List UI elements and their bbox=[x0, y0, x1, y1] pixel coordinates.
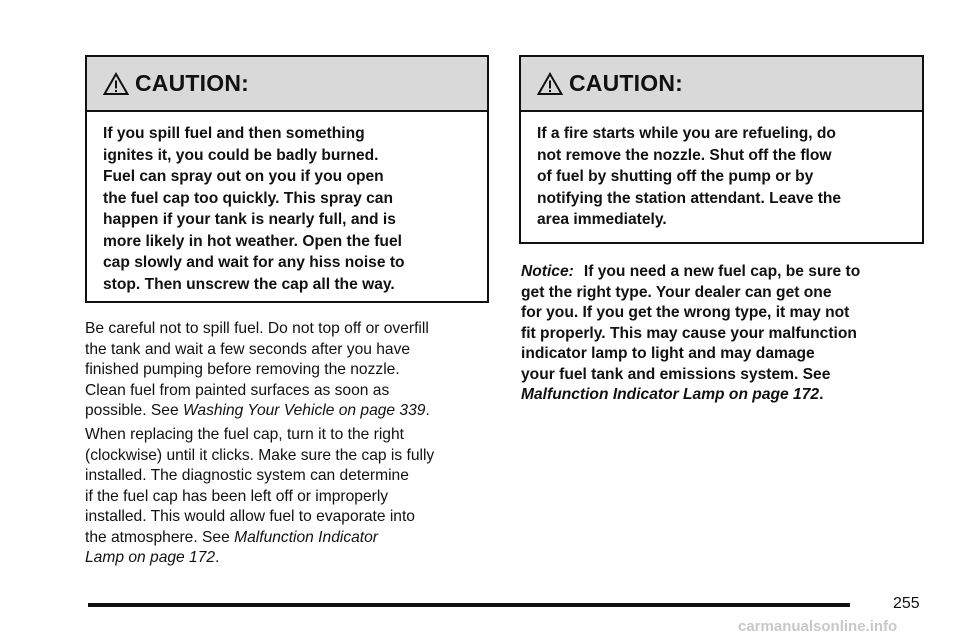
text-line: installed. This would allow fuel to evaporate into bbox=[85, 508, 415, 525]
warning-triangle-icon bbox=[537, 72, 563, 96]
caution-line: cap slowly and wait for any hiss noise to bbox=[103, 254, 405, 271]
caution-text bbox=[521, 112, 922, 231]
caution-line: more likely in hot weather. Open the fuel bbox=[103, 232, 402, 250]
text-line: the tank and wait a few seconds after you have bbox=[85, 340, 411, 358]
caution-header bbox=[521, 57, 922, 112]
caution-text bbox=[87, 112, 487, 295]
text-span: . bbox=[819, 386, 824, 403]
text-span: If you need a new fuel cap, be sure to bbox=[583, 263, 861, 280]
text-span: possible. See bbox=[85, 402, 183, 419]
text-span: . bbox=[215, 549, 220, 566]
text-line bbox=[521, 385, 931, 406]
caution-title: CAUTION: bbox=[135, 70, 250, 96]
text-line bbox=[85, 401, 495, 422]
watermark: carmanualsonline.info bbox=[738, 618, 898, 635]
notice-paragraph bbox=[521, 262, 931, 406]
page-number: 255 bbox=[893, 595, 920, 612]
page-reference-link[interactable]: Washing Your Vehicle on page 339 bbox=[182, 402, 426, 419]
text-span: . bbox=[425, 402, 430, 419]
caution-line: Fuel can spray out on you if you open bbox=[103, 168, 384, 185]
page-reference-link[interactable]: Malfunction Indicator Lamp on page 172 bbox=[521, 386, 820, 403]
caution-title: CAUTION: bbox=[569, 70, 684, 96]
text-line: your fuel tank and emissions system. See bbox=[521, 365, 831, 383]
caution-line: happen if your tank is nearly full, and is bbox=[103, 211, 396, 228]
caution-line: If a fire starts while you are refueling, do bbox=[537, 125, 836, 142]
caution-box-right bbox=[519, 55, 924, 244]
warning-triangle-icon bbox=[103, 72, 129, 96]
text-line: get the right type. Your dealer can get one bbox=[521, 283, 832, 301]
page-reference-link[interactable]: Malfunction Indicator bbox=[234, 528, 378, 546]
caution-line: notifying the station attendant. Leave the bbox=[537, 189, 842, 207]
caution-line: If you spill fuel and then something bbox=[103, 125, 365, 142]
text-line bbox=[521, 262, 931, 283]
text-line: When replacing the fuel cap, turn it to the right bbox=[85, 426, 404, 443]
text-line: fit properly. This may cause your malfunction bbox=[521, 324, 857, 342]
text-line: Clean fuel from painted surfaces as soon as bbox=[85, 381, 390, 399]
footer-rule bbox=[88, 603, 850, 607]
caution-line: stop. Then unscrew the cap all the way. bbox=[103, 275, 395, 293]
caution-line: the fuel cap too quickly. This spray can bbox=[103, 189, 393, 207]
caution-line: area immediately. bbox=[537, 211, 667, 228]
text-line: indicator lamp to light and may damage bbox=[521, 345, 815, 362]
text-line: if the fuel cap has been left off or improperly bbox=[85, 487, 389, 505]
caution-line: of fuel by shutting off the pump or by bbox=[537, 168, 814, 185]
paragraph-spill-fuel bbox=[85, 319, 495, 422]
caution-line: ignites it, you could be badly burned. bbox=[103, 146, 379, 164]
paragraph-fuel-cap bbox=[85, 425, 495, 569]
page-reference-link[interactable]: Lamp on page 172 bbox=[85, 549, 216, 566]
caution-box-left bbox=[85, 55, 489, 303]
text-line bbox=[85, 528, 495, 549]
text-line: finished pumping before removing the nozzle. bbox=[85, 361, 400, 378]
text-line bbox=[85, 548, 495, 569]
text-line: installed. The diagnostic system can determine bbox=[85, 467, 409, 484]
notice-label: Notice: bbox=[521, 263, 574, 280]
caution-line: not remove the nozzle. Shut off the flow bbox=[537, 146, 832, 164]
text-line: (clockwise) until it clicks. Make sure the cap is fully bbox=[85, 446, 435, 464]
text-line: for you. If you get the wrong type, it may not bbox=[521, 304, 850, 321]
caution-header bbox=[87, 57, 487, 112]
text-line: Be careful not to spill fuel. Do not top off or overfill bbox=[85, 320, 429, 337]
text-span: the atmosphere. See bbox=[85, 528, 235, 546]
